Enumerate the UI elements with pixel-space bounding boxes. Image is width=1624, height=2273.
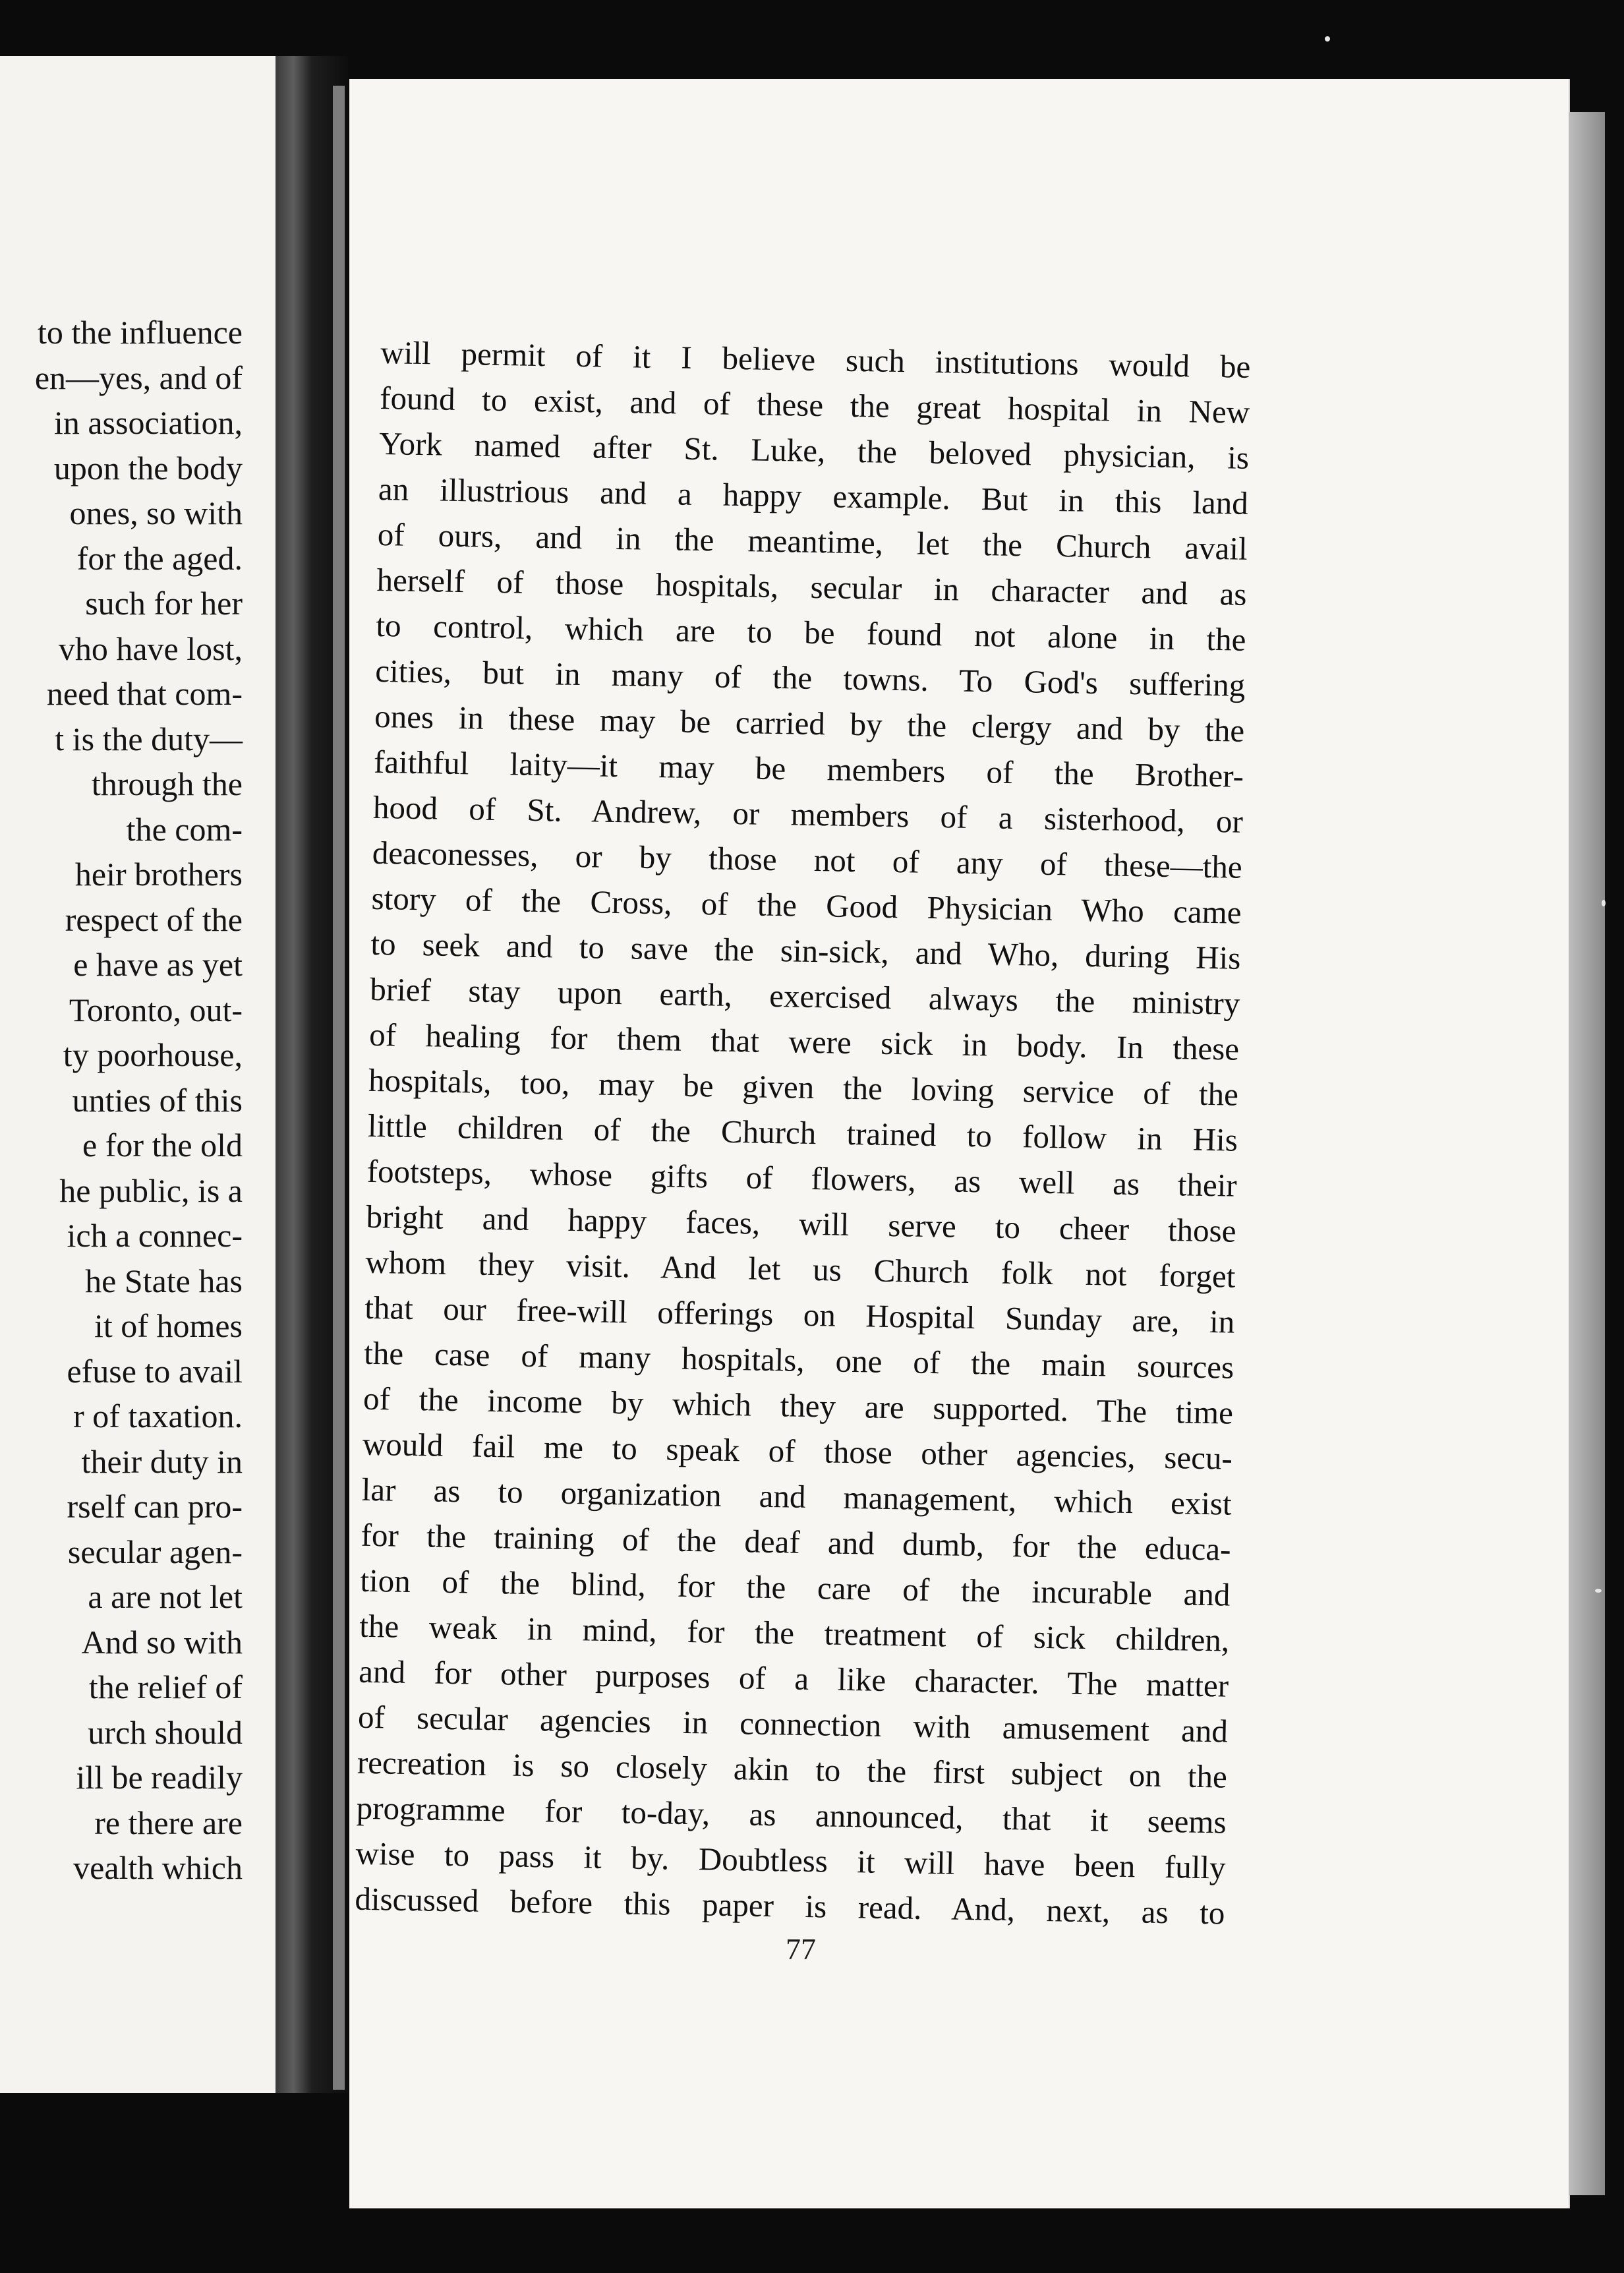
text-line: of healing for them that were sick in body. In these	[368, 1016, 1240, 1067]
text-line: faithful laity—it may be members of the Brother-	[373, 743, 1244, 794]
previous-page-line: efuse to avail	[67, 1352, 243, 1390]
previous-page-line: their duty in	[81, 1442, 243, 1480]
text-line: of secular agencies in connection with amusement and	[357, 1698, 1229, 1750]
text-line: hospitals, too, may be given the loving service of the	[368, 1061, 1239, 1113]
previous-page-line: rself can pro-	[67, 1488, 243, 1525]
text-line: and for other purposes of a like character. The matter	[358, 1653, 1229, 1704]
text-line: lar as to organization and management, which exist	[361, 1471, 1232, 1522]
text-line: tion of the blind, for the care of the incurable and	[360, 1562, 1231, 1613]
previous-page-line: such for her	[85, 585, 243, 622]
text-line: of ours, and in the meantime, let the Church avail	[377, 516, 1248, 567]
previous-page-line: ill be readily	[76, 1759, 243, 1796]
previous-page-line: ones, so with	[69, 494, 243, 531]
text-line: whom they visit. And let us Church folk not forget	[365, 1243, 1236, 1295]
scan-speck	[1595, 1589, 1602, 1593]
text-line: found to exist, and of these the great hospital in New	[379, 379, 1250, 430]
previous-page-line: for the aged.	[76, 539, 243, 577]
previous-page-line: re there are	[94, 1804, 243, 1841]
text-line: footsteps, whose gifts of flowers, as well as their	[366, 1152, 1238, 1204]
text-line: to control, which are to be found not alone in the	[376, 606, 1246, 658]
previous-page-line: secular agen-	[67, 1533, 243, 1570]
previous-page-text	[35, 310, 243, 1891]
text-line: deaconesses, or by those not of any of these—the	[372, 834, 1243, 885]
previous-page-line: And so with	[81, 1623, 243, 1661]
previous-page-line: he State has	[85, 1262, 243, 1299]
text-line: the weak in mind, for the treatment of sick children,	[359, 1607, 1230, 1659]
text-line: an illustrious and a happy example. But in this land	[378, 470, 1249, 521]
previous-page-line: through the	[91, 765, 243, 802]
text-line: discussed before this paper is read. And, next, as to	[355, 1880, 1225, 1932]
text-line: little children of the Church trained to follow in His	[367, 1107, 1238, 1158]
previous-page-line: heir brothers	[74, 856, 243, 893]
text-line: for the training of the deaf and dumb, for the educa-	[361, 1516, 1231, 1568]
text-line: bright and happy faces, will serve to cheer those	[366, 1198, 1236, 1249]
text-line: story of the Cross, of the Good Physician Who came	[371, 879, 1242, 931]
previous-page-line: e for the old	[82, 1127, 243, 1164]
scan-speck	[1325, 36, 1330, 42]
text-line: programme for to-day, as announced, that it seems	[356, 1789, 1227, 1841]
previous-page-line: the com-	[126, 810, 243, 848]
previous-page-line: it of homes	[94, 1307, 243, 1344]
previous-page-line: a are not let	[88, 1578, 243, 1615]
previous-page-line: upon the body	[53, 449, 243, 487]
previous-page-line: vealth which	[73, 1849, 243, 1886]
previous-page-line: ich a connec-	[67, 1217, 243, 1254]
text-line: herself of those hospitals, secular in character and as	[376, 561, 1247, 612]
text-line: brief stay upon earth, exercised always the ministry	[369, 970, 1240, 1022]
text-line: will permit of it I believe such institutions would be	[380, 334, 1251, 385]
previous-page-line: Toronto, out-	[69, 991, 243, 1028]
previous-page-line: need that com-	[46, 675, 243, 712]
page-body-text	[355, 330, 1251, 1936]
previous-page-line: urch should	[88, 1713, 243, 1751]
text-line: would fail me to speak of those other agencies, secu-	[362, 1425, 1233, 1477]
previous-page-line: en—yes, and of	[34, 359, 243, 396]
previous-page-line: r of taxation.	[73, 1398, 243, 1434]
text-line: of the income by which they are supported. The time	[362, 1380, 1234, 1431]
scan-speck	[1602, 900, 1606, 906]
previous-page-line: to the influence	[38, 314, 243, 351]
previous-page-line: respect of the	[65, 900, 243, 938]
text-line: to seek and to save the sin-sick, and Who, during His	[370, 925, 1241, 976]
previous-page-line: vho have lost,	[58, 630, 243, 667]
text-line: cities, but in many of the towns. To God's suffering	[374, 652, 1246, 703]
text-line: that our free-will offerings on Hospital Sunday are, in	[364, 1289, 1235, 1340]
previous-page-line: ty poorhouse,	[63, 1036, 243, 1073]
previous-page-line: unties of this	[72, 1081, 243, 1119]
text-line: recreation is so closely akin to the first subject on the	[357, 1744, 1228, 1795]
text-line: York named after St. Luke, the beloved physician, is	[378, 425, 1250, 476]
previous-page-line: e have as yet	[73, 946, 243, 983]
previous-page-line: in association,	[53, 404, 243, 441]
previous-page-line: the relief of	[88, 1668, 243, 1705]
text-line: ones in these may be carried by the clergy and by the	[374, 697, 1245, 749]
previous-page-line: he public, is a	[59, 1171, 243, 1209]
text-line: the case of many hospitals, one of the main sources	[363, 1334, 1234, 1386]
text-line: hood of St. Andrew, or members of a sisterhood, or	[372, 788, 1244, 840]
page-number: 77	[786, 1932, 816, 1966]
text-line: wise to pass it by. Doubtless it will have been fully	[355, 1835, 1226, 1886]
previous-page	[0, 56, 276, 2093]
previous-page-line: t is the duty—	[55, 720, 243, 757]
book-spine-edge	[333, 86, 345, 2090]
page-edge	[1569, 112, 1605, 2195]
